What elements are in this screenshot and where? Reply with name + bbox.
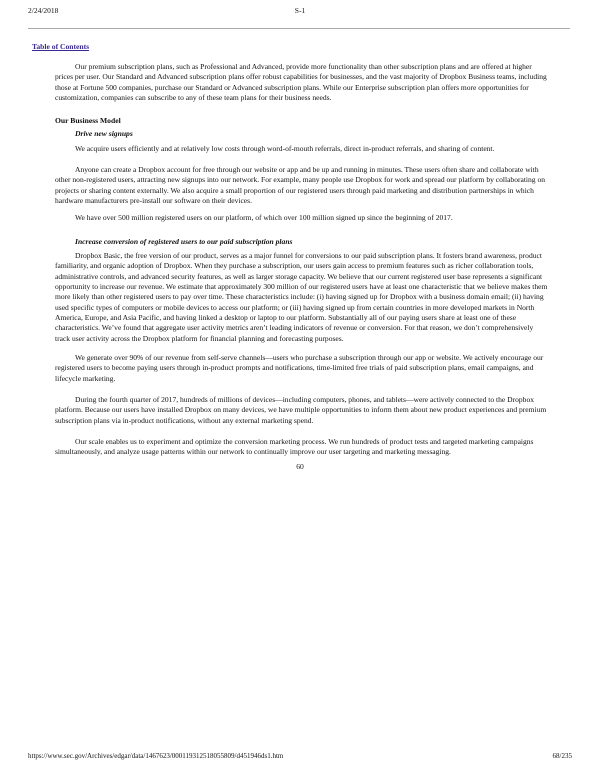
paragraph: Dropbox Basic, the free version of our product, serves as a major funnel for conversions to our paid subscription plans. It fosters brand awareness, product familiarity, and organic adoption of Dropbox. When they purchase a subscription, our users gain access to premium features such as richer collaboration tools, administrative controls, and advanced security features, as well as larger storage capacity. We believe that our current registered user base represents a significant opportunity to increase our revenue. We estimate that approximately 300 million of our registered users have at least one characteristic that we believe makes them more likely than other registered users to pay over time. These characteristics include: (i) having signed up for Dropbox with a business domain email; (ii) having used specific types of computers or mobile devices to access our platform; or (iii) having signed up from certain countries in more developed markets in North America, Europe, and Asia Pacific, and having linked a desktop or laptop to our platform. Substantially all of our paying users share at least one of these characteristics. We’ve found that aggregate user activity metrics aren’t leading indicators of revenue or conversion. For that reason, we don’t comprehensively track user activity across the Dropbox platform for financial planning and forecasting purposes. xyxy=(55,251,548,343)
print-date: 2/24/2018 xyxy=(28,6,59,15)
subsection-heading-conversion: Increase conversion of registered users to our paid subscription plans xyxy=(75,237,293,246)
page-number: 60 xyxy=(296,462,304,471)
section-heading: Our Business Model xyxy=(55,116,121,125)
paragraph: We acquire users efficiently and at relatively low costs through word-of-mouth referrals, direct in-product referrals, and sharing of content. xyxy=(75,144,495,153)
paragraph: Our scale enables us to experiment and optimize the conversion marketing process. We run hundreds of product tests and targeted marketing campaigns simultaneously, and analyze usage patterns within our network to continually improve our user targeting and marketing messaging. xyxy=(55,437,534,457)
document-title: S-1 xyxy=(294,6,306,15)
table-of-contents-link[interactable]: Table of Contents xyxy=(32,42,90,51)
intro-paragraph: Our premium subscription plans, such as Professional and Advanced, provide more functionality than other subscription plans and are offered at higher prices per user. Our Standard and Advanced subscription plans offer robust capabilities for businesses, and the vast majority of Dropbox Business teams, including those at Fortune 500 companies, purchase our Standard or Advanced subscription plans. While our Enterprise subscription plan offers more opportunities for customization, companies can subscribe to any of these team plans for their business needs. xyxy=(55,62,547,103)
paragraph: We have over 500 million registered users on our platform, of which over 100 million signed up since the beginning of 2017. xyxy=(75,213,453,222)
header-divider xyxy=(28,28,570,29)
paragraph: Anyone can create a Dropbox account for free through our website or app and be up and running in minutes. These users often share and collaborate with other non-registered users, attracting new signups into our network. For example, many people use Dropbox for work and spread our platform by collaborating on projects or sharing content externally. We also acquire a small proportion of our registered users through paid marketing and distribution partnerships in which hardware manufacturers pre-install our software on their devices. xyxy=(55,165,546,206)
subsection-heading-signups: Drive new signups xyxy=(75,129,133,138)
paragraph: During the fourth quarter of 2017, hundreds of millions of devices—including computers, phones, and tablets—were actively connected to the Dropbox platform. Because our users have installed Dropbox on many devices, we have multiple opportunities to inform them about new product experiences and premium subscription plans via in-product notifications, without any external marketing spend. xyxy=(55,395,547,425)
footer-page-count: 68/235 xyxy=(552,752,572,760)
paragraph: We generate over 90% of our revenue from self-serve channels—users who purchase a subscription through our app or website. We actively encourage our registered users to become paying users through in-product prompts and notifications, time-limited free trials of paid subscription plans, email campaigns, and lifecycle marketing. xyxy=(55,353,544,383)
footer-url: https://www.sec.gov/Archives/edgar/data/1467623/000119312518055809/d451946ds1.htm xyxy=(28,752,284,760)
